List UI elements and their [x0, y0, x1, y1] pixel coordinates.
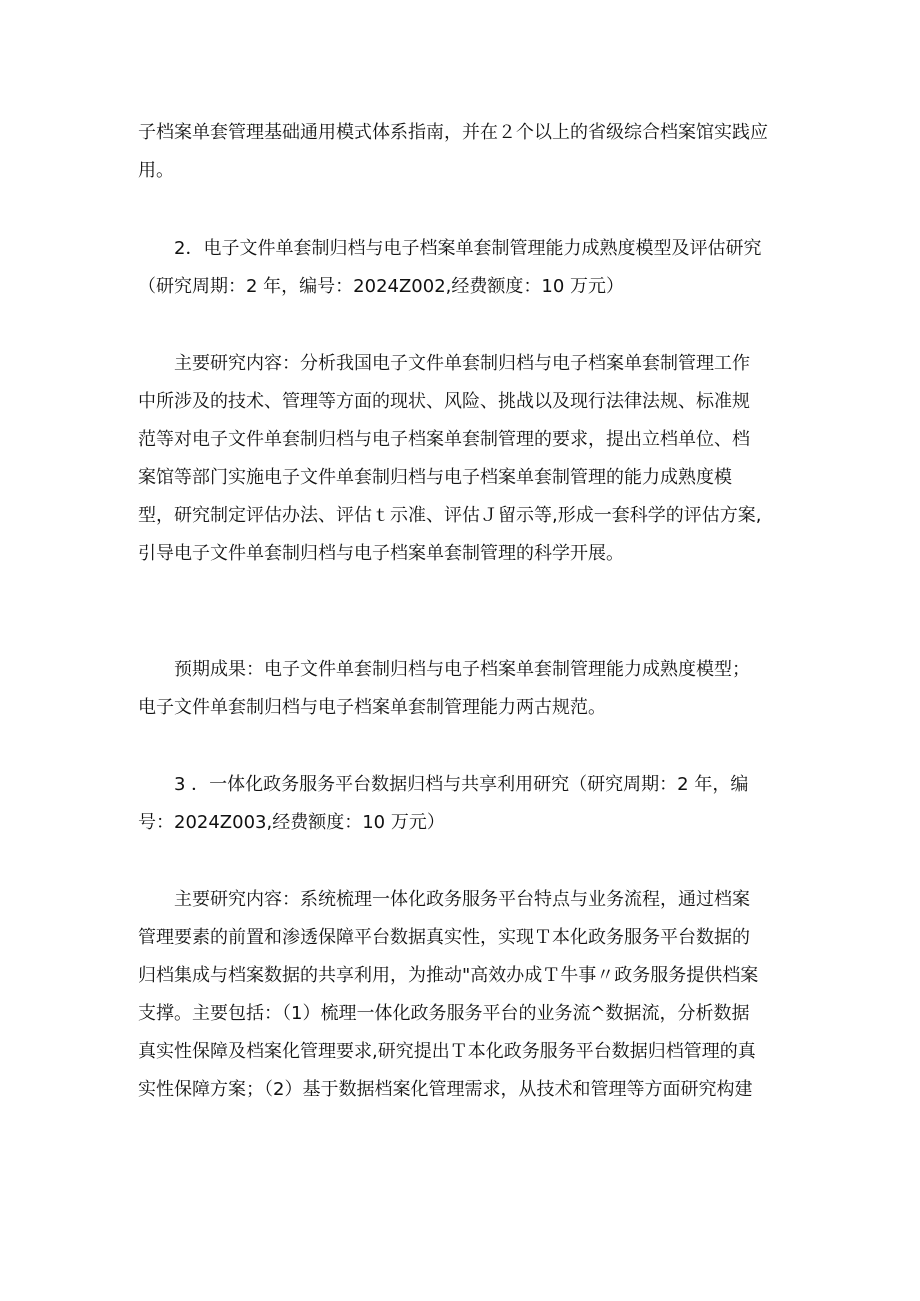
paragraph-research-content-2 — [138, 345, 788, 573]
text-line: 预期成果：电子文件单套制归档与电子档案单套制管理能力成熟度模型； — [174, 659, 750, 680]
heading-line: 3 ．一体化政务服务平台数据归档与共享利用研究（研究周期：2 年，编 — [174, 774, 749, 795]
heading-line: 2．电子文件单套制归档与电子档案单套制管理能力成熟度模型及评估研究 — [174, 238, 762, 259]
text-line: 支撑。主要包括：（1）梳理一体化政务服务平台的业务流^数据流，分析数据 — [138, 1003, 750, 1024]
text-line: 实性保障方案；（2）基于数据档案化管理需求，从技术和管理等方面研究构建 — [138, 1079, 753, 1100]
paragraph-guide-continuation — [138, 114, 788, 190]
heading-line: 号：2024Z003,经费额度：10 万元） — [138, 812, 445, 833]
text-line: 归档集成与档案数据的共享利用，为推动"高效办成Ｔ牛事〃政务服务提供档案 — [138, 965, 759, 986]
text-line: 范等对电子文件单套制归档与电子档案单套制管理的要求，提出立档单位、档 — [138, 429, 750, 450]
heading-line: （研究周期：2 年，编号：2024Z002,经费额度：10 万元） — [138, 276, 625, 297]
text-line: 中所涉及的技术、管理等方面的现状、风险、挑战以及现行法律法规、标准规 — [138, 391, 750, 412]
section-heading-2 — [138, 230, 788, 306]
paragraph-expected-results-2 — [138, 651, 788, 727]
text-line: 子档案单套管理基础通用模式体系指南，并在２个以上的省级综合档案馆实践应 — [138, 122, 768, 143]
text-line: 主要研究内容：分析我国电子文件单套制归档与电子档案单套制管理工作 — [174, 353, 750, 374]
section-heading-3 — [138, 766, 788, 842]
text-line: 引导电子文件单套制归档与电子档案单套制管理的科学开展。 — [138, 543, 624, 564]
paragraph-research-content-3 — [138, 881, 788, 1109]
text-line: 案馆等部门实施电子文件单套制归档与电子档案单套制管理的能力成熟度模 — [138, 467, 732, 488]
text-line: 电子文件单套制归档与电子档案单套制管理能力两古规范。 — [138, 697, 606, 718]
text-line: 管理要素的前置和渗透保障平台数据真实性，实现Ｔ本化政务服务平台数据的 — [138, 927, 750, 948]
text-line: 主要研究内容：系统梳理一体化政务服务平台特点与业务流程，通过档案 — [174, 889, 750, 910]
text-line: 用。 — [138, 160, 174, 181]
text-line: 型，研究制定评估办法、评估ｔ示准、评估Ｊ留示等,形成一套科学的评估方案, — [138, 505, 762, 526]
text-line: 真实性保障及档案化管理要求,研究提出Ｔ本化政务服务平台数据归档管理的真 — [138, 1041, 756, 1062]
